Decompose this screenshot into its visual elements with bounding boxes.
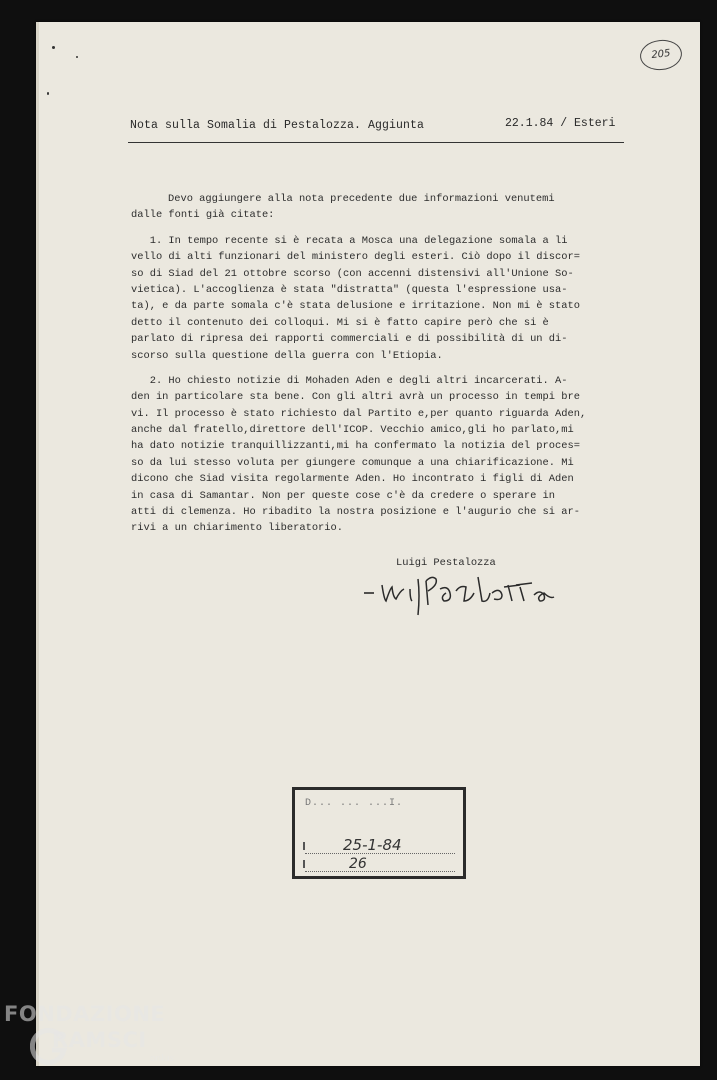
watermark-line3: onlus	[150, 1054, 175, 1064]
paragraph1-line: ta), e da parte somala c'è stata delusione e irritazione. Non mi è stato	[131, 300, 580, 313]
stamp-header: D... ... ...I.	[305, 798, 404, 809]
handwritten-signature	[360, 571, 600, 621]
letter-body	[131, 191, 656, 537]
fondazione-gramsci-watermark	[4, 998, 204, 1078]
paragraph2-line: dicono che Siad visita regolarmente Aden. Ho incontrato i figli di Aden	[131, 473, 574, 486]
document-title: Nota sulla Somalia di Pestalozza. Aggiunta	[130, 119, 425, 132]
stamp-dotted-line	[305, 853, 455, 854]
speck	[76, 56, 78, 58]
paragraph2-line: 2. Ho chiesto notizie di Mohaden Aden e degli altri incarcerati. A-	[131, 374, 568, 387]
paragraph1-line: 1. In tempo recente si è recata a Mosca una delegazione somala a li	[131, 234, 568, 247]
paragraph2-line: in casa di Samantar. Non per queste cose c'è da credere o sperare in	[131, 489, 556, 502]
stamp-mark	[303, 842, 305, 850]
speck	[52, 46, 55, 49]
archive-stamp	[292, 787, 466, 879]
stamp-dotted-line	[305, 871, 455, 872]
watermark-line1: FONDAZIONE	[4, 1002, 166, 1026]
paragraph1-line: vello di alti funzionari del ministero degli esteri. Ciò dopo il discor=	[131, 251, 580, 264]
paragraph2-line: den in particolare sta bene. Con gli altri avrà un processo in tempi bre	[131, 391, 580, 404]
paragraph2-line: anche dal fratello,direttore dell'ICOP. Vecchio amico,gli ho parlato,mi	[131, 424, 574, 437]
watermark-line2: RAMSCI	[52, 1028, 147, 1052]
folio-number: 205	[639, 38, 684, 72]
intro-line: dalle fonti già citate:	[131, 209, 275, 222]
paragraph1-line: scorso sulla questione della guerra con l'Etiopia.	[131, 349, 443, 362]
paragraph1-line: so di Siad del 21 ottobre scorso (con accenni distensivi all'Unione So-	[131, 267, 574, 280]
paragraph2-line: vi. Il processo è stato richiesto dal Partito e,per quanto riguarda Aden,	[131, 407, 587, 420]
paragraph2-line: so da lui stesso voluta per giungere comunque a una chiarificazione. Mi	[131, 456, 574, 469]
paragraph2-line: atti di clemenza. Ho ribadito la nostra posizione e l'augurio che si ar-	[131, 506, 580, 519]
typed-signature: Luigi Pestalozza	[396, 557, 496, 569]
paragraph2-line: ha dato notizie tranquillizzanti,mi ha confermato la notizia del proces=	[131, 440, 580, 453]
paragraph1-line: parlato di ripresa dei rapporti commerciali e di possibilità di un di-	[131, 333, 568, 346]
page-edge	[36, 22, 39, 1066]
paragraph1-line: vietica). L'accoglienza è stata "distratta" (questa l'espressione usa-	[131, 283, 568, 296]
stamp-date: 25-1-84	[343, 836, 402, 854]
document-reference: 22.1.84 / Esteri	[505, 117, 616, 130]
document-page	[36, 22, 700, 1066]
intro-line: Devo aggiungere alla nota precedente due informazioni venutemi	[168, 193, 555, 205]
stamp-number: 26	[349, 856, 367, 872]
header-rule	[128, 142, 624, 143]
paragraph1-line: detto il contenuto dei colloqui. Mi si è fatto capire però che si è	[131, 316, 549, 329]
speck	[47, 92, 49, 95]
paragraph2-line: rivi a un chiarimento liberatorio.	[131, 522, 344, 535]
stamp-mark	[303, 860, 305, 868]
